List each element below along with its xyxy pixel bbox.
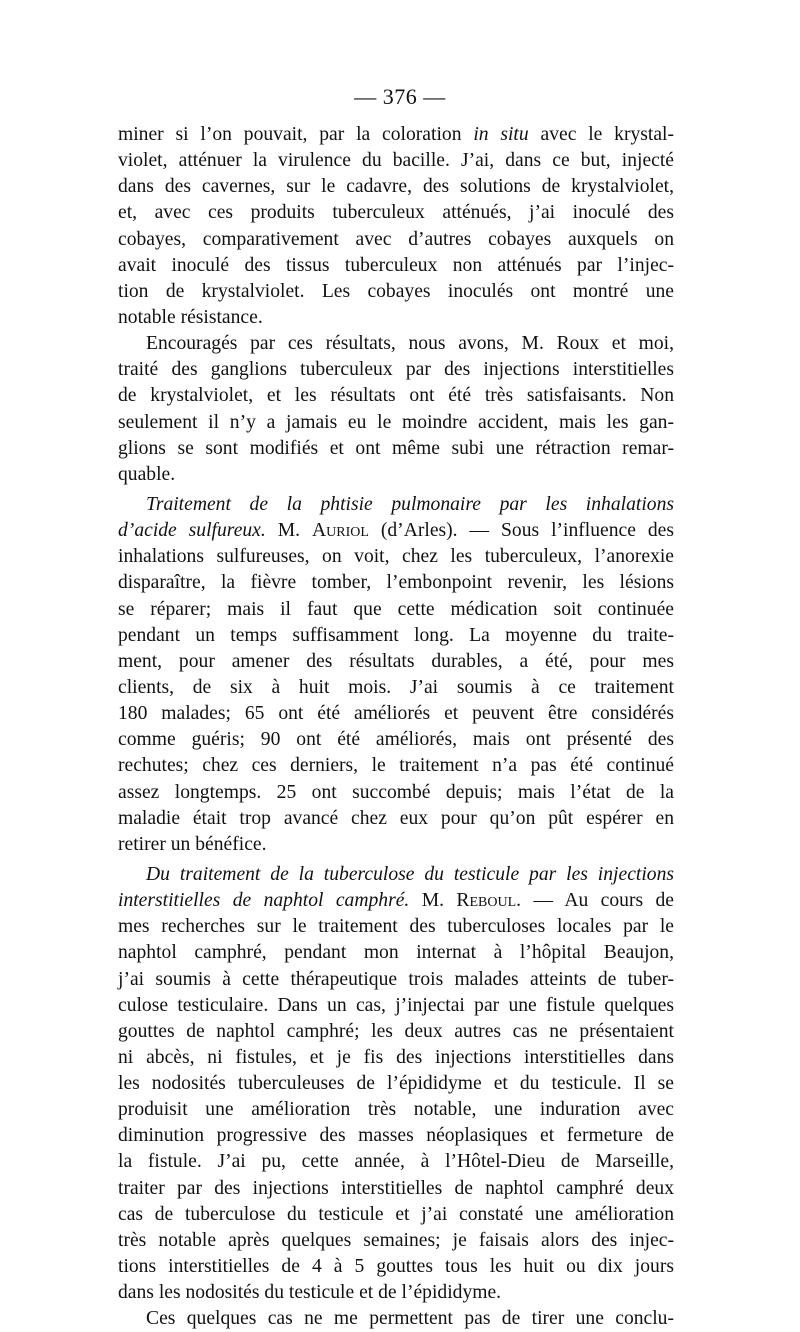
text-line: [118, 227, 674, 253]
italic-text: in situ: [473, 124, 529, 145]
text-segment: tion de krystalviolet. Les cobayes inoculés ont montré une: [118, 280, 674, 302]
text-segment: avait inoculé des tissus tuberculeux non atténués par l’injec-: [118, 254, 674, 276]
text-segment: maladie était trop avancé chez eux pour qu’on pût espérer en: [118, 807, 674, 829]
text-segment: traiter par des injections interstitielles de naphtol camphré deux: [118, 1177, 674, 1199]
text-segment: culose testiculaire. Dans un cas, j’injectai par une fistule quelques: [118, 994, 674, 1016]
text-segment: rechutes; chez ces derniers, le traitement n’a pas été continué: [118, 755, 674, 777]
text-line: [118, 462, 674, 488]
text-line: [118, 993, 674, 1019]
text-segment: M.: [409, 890, 457, 912]
text-line: [118, 200, 674, 226]
text-line: [118, 1228, 674, 1254]
text-segment: notable résistance.: [118, 306, 263, 328]
text-line: [118, 1045, 674, 1071]
text-line: [118, 492, 674, 518]
text-line: [118, 1176, 674, 1202]
text-line: [118, 1019, 674, 1045]
text-segment: cas de tuberculose du testicule et j’ai constaté une amélioration: [118, 1203, 674, 1225]
text-segment: ni abcès, ni fistules, et je fis des injections interstitielles dans: [118, 1046, 674, 1068]
text-line: [118, 1123, 674, 1149]
text-line: [118, 753, 674, 779]
text-line: [118, 862, 674, 888]
page-number: — 376 —: [354, 84, 446, 109]
text-segment: violet, atténuer la virulence du bacille. J’ai, dans ce but, injecté: [118, 150, 674, 172]
text-segment: tions interstitielles de 4 à 5 gouttes tous les huit ou dix jours: [118, 1256, 674, 1278]
text-segment: produisit une amélioration très notable, une induration avec: [118, 1099, 674, 1121]
text-segment: avec le krystal-: [528, 124, 675, 145]
text-segment: (d’Arles). — Sous l’influence des: [368, 520, 674, 542]
text-segment: diminution progressive des masses néoplasiques et fermeture de: [118, 1125, 674, 1147]
text-segment: j’ai soumis à cette thérapeutique trois malades atteints de tuber-: [118, 968, 674, 990]
text-segment: Encouragés par ces résultats, nous avons, M. Roux et moi,: [146, 333, 674, 355]
text-line: [118, 1254, 674, 1280]
text-line: [118, 174, 674, 200]
text-line: [118, 1071, 674, 1097]
text-line: [118, 357, 674, 383]
text-line: [118, 727, 674, 753]
text-segment: les nodosités tuberculeuses de l’épididyme et du testicule. Il se: [118, 1073, 674, 1095]
italic-text: d’acide sulfureux.: [118, 520, 266, 542]
text-segment: 180 malades; 65 ont été améliorés et peuvent être considérés: [118, 703, 674, 725]
text-segment: assez longtemps. 25 ont succombé depuis; mais l’état de la: [118, 781, 674, 803]
text-line: [118, 305, 674, 331]
italic-text: interstitielles de naphtol camphré.: [118, 890, 410, 912]
text-line: [118, 279, 674, 305]
text-line: [118, 518, 674, 544]
text-line: [118, 780, 674, 806]
text-segment: Ces quelques cas ne me permettent pas de tirer une conclu-: [146, 1308, 674, 1330]
text-segment: dans des cavernes, sur le cadavre, des solutions de krystalviolet,: [118, 176, 674, 198]
text-line: [118, 570, 674, 596]
text-line: [118, 806, 674, 832]
text-segment: ment, pour amener des résultats durables, a été, pour mes: [118, 650, 674, 672]
text-line: [118, 967, 674, 993]
text-line: [118, 122, 674, 148]
text-line: [118, 832, 674, 858]
text-line: [118, 436, 674, 462]
text-segment: clients, de six à huit mois. J’ai soumis à ce traitement: [118, 676, 674, 698]
text-segment: retirer un bénéfice.: [118, 833, 267, 855]
italic-text: Du traitement de la tuberculose du testicule par les injections: [146, 863, 674, 885]
text-line: [118, 888, 674, 914]
text-segment: . — Au cours de: [516, 890, 674, 912]
author-name: Auriol: [311, 520, 369, 542]
italic-text: Traitement de la phtisie pulmonaire par les inhalations: [146, 493, 674, 515]
text-segment: miner si l’on pouvait, par la coloration: [118, 124, 474, 145]
text-segment: comme guéris; 90 ont été améliorés, mais ont présenté des: [118, 729, 674, 751]
text-segment: de krystalviolet, et les résultats ont été très satisfaisants. Non: [118, 385, 674, 407]
text-segment: gouttes de naphtol camphré; les deux autres cas ne présentaient: [118, 1020, 674, 1042]
text-line: [118, 597, 674, 623]
text-line: [118, 1280, 674, 1306]
text-line: [118, 383, 674, 409]
text-segment: cobayes, comparativement avec d’autres cobayes auxquels on: [118, 228, 674, 250]
author-name: Reboul: [456, 890, 517, 912]
text-line: [118, 701, 674, 727]
text-segment: disparaître, la fièvre tomber, l’embonpoint revenir, les lésions: [118, 572, 674, 594]
text-line: [118, 331, 674, 357]
text-line: [118, 253, 674, 279]
text-segment: glions se sont modifiés et ont même subi une rétraction remar-: [118, 437, 674, 459]
text-line: [118, 623, 674, 649]
text-line: [118, 914, 674, 940]
text-segment: très notable après quelques semaines; je faisais alors des injec-: [118, 1229, 674, 1251]
text-segment: seulement il n’y a jamais eu le moindre accident, mais les gan-: [118, 411, 674, 433]
text-segment: M.: [265, 520, 312, 542]
text-segment: inhalations sulfureuses, on voit, chez les tuberculeux, l’anorexie: [118, 546, 674, 568]
text-line: [118, 1097, 674, 1123]
text-segment: et, avec ces produits tuberculeux atténués, j’ai inoculé des: [118, 202, 674, 224]
text-segment: pendant un temps suffisamment long. La moyenne du traite-: [118, 624, 674, 646]
text-line: [118, 649, 674, 675]
text-segment: se réparer; mais il faut que cette médication soit continuée: [118, 598, 674, 620]
text-line: [118, 940, 674, 966]
text-line: [118, 1202, 674, 1228]
text-line: [118, 410, 674, 436]
text-segment: naphtol camphré, pendant mon internat à l’hôpital Beaujon,: [118, 942, 674, 964]
text-line: [118, 148, 674, 174]
body-text: [118, 122, 674, 1332]
text-line: [118, 1149, 674, 1175]
text-line: [118, 1306, 674, 1332]
text-segment: dans les nodosités du testicule et de l’épididyme.: [118, 1282, 502, 1304]
text-line: [118, 675, 674, 701]
text-segment: la fistule. J’ai pu, cette année, à l’Hôtel-Dieu de Marseille,: [118, 1151, 674, 1173]
text-segment: mes recherches sur le traitement des tuberculoses locales par le: [118, 916, 674, 938]
text-line: [118, 544, 674, 570]
text-segment: quable.: [118, 463, 176, 485]
text-segment: traité des ganglions tuberculeux par des injections interstitielles: [118, 359, 674, 381]
